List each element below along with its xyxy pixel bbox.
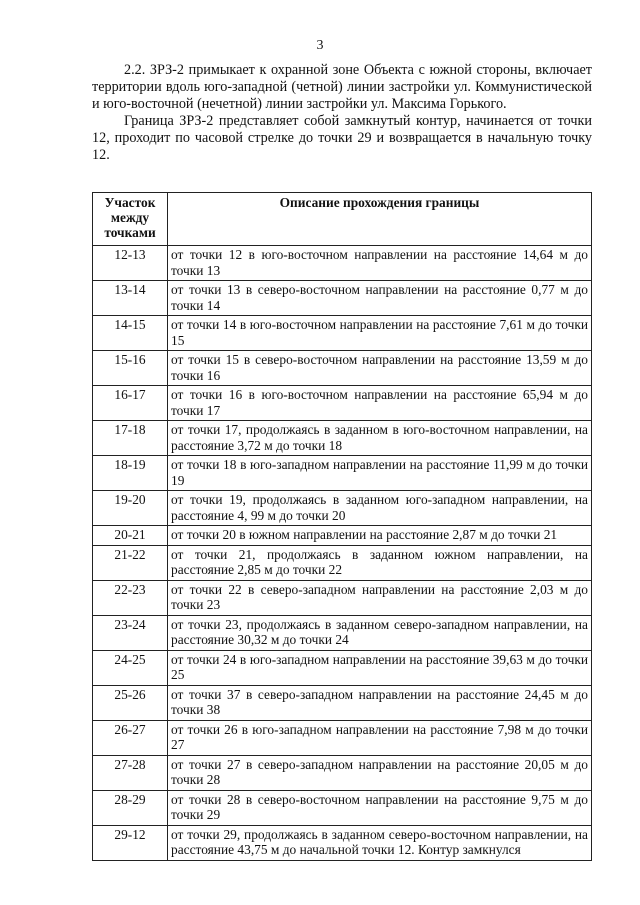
table-row	[93, 545, 592, 580]
description-cell: от точки 23, продолжаясь в заданном северо-западном направлении, на расстояние 30,32 м до точки 24	[168, 615, 592, 650]
segment-cell: 15-16	[93, 351, 168, 386]
description-cell: от точки 14 в юго-восточном направлении на расстояние 7,61 м до точки 15	[168, 316, 592, 351]
description-cell: от точки 16 в юго-восточном направлении на расстояние 65,94 м до точки 17	[168, 386, 592, 421]
boundary-table	[92, 192, 592, 861]
description-cell: от точки 28 в северо-восточном направлении на расстояние 9,75 м до точки 29	[168, 790, 592, 825]
description-cell: от точки 20 в южном направлении на расстояние 2,87 м до точки 21	[168, 526, 592, 546]
segment-cell: 22-23	[93, 580, 168, 615]
description-cell: от точки 26 в юго-западном направлении на расстояние 7,98 м до точки 27	[168, 720, 592, 755]
description-cell: от точки 18 в юго-западном направлении на расстояние 11,99 м до точки 19	[168, 456, 592, 491]
segment-cell: 13-14	[93, 281, 168, 316]
table-row	[93, 526, 592, 546]
segment-cell: 12-13	[93, 246, 168, 281]
description-cell: от точки 24 в юго-западном направлении на расстояние 39,63 м до точки 25	[168, 650, 592, 685]
description-cell: от точки 27 в северо-западном направлении на расстояние 20,05 м до точки 28	[168, 755, 592, 790]
header-description: Описание прохождения границы	[168, 193, 592, 246]
intro-paragraph: 2.2. ЗРЗ-2 примыкает к охранной зоне Объекта с южной стороны, включает территории вдоль юго-западной (четной) линии застройки ул. Коммунистической и юго-восточной (нечетной) линии застройки ул. Максима Горького.	[92, 62, 592, 112]
segment-cell: 20-21	[93, 526, 168, 546]
table-row	[93, 685, 592, 720]
description-cell: от точки 21, продолжаясь в заданном южном направлении, на расстояние 2,85 м до точки 22	[168, 545, 592, 580]
table-row	[93, 615, 592, 650]
description-cell: от точки 19, продолжаясь в заданном юго-западном направлении, на расстояние 4, 99 м до точки 20	[168, 491, 592, 526]
segment-cell: 18-19	[93, 456, 168, 491]
segment-cell: 17-18	[93, 421, 168, 456]
segment-cell: 14-15	[93, 316, 168, 351]
segment-cell: 24-25	[93, 650, 168, 685]
table-row	[93, 491, 592, 526]
table-row	[93, 386, 592, 421]
table-row	[93, 790, 592, 825]
segment-cell: 16-17	[93, 386, 168, 421]
table-row	[93, 281, 592, 316]
segment-cell: 23-24	[93, 615, 168, 650]
table-row	[93, 720, 592, 755]
table-row	[93, 580, 592, 615]
page-number: 3	[316, 38, 324, 53]
segment-cell: 27-28	[93, 755, 168, 790]
header-segment: Участок между точками	[93, 193, 168, 246]
table-header-row	[93, 193, 592, 246]
intro-text	[92, 62, 592, 164]
table-row	[93, 456, 592, 491]
table-row	[93, 246, 592, 281]
segment-cell: 19-20	[93, 491, 168, 526]
description-cell: от точки 12 в юго-восточном направлении на расстояние 14,64 м до точки 13	[168, 246, 592, 281]
description-cell: от точки 15 в северо-восточном направлении на расстояние 13,59 м до точки 16	[168, 351, 592, 386]
description-cell: от точки 37 в северо-западном направлении на расстояние 24,45 м до точки 38	[168, 685, 592, 720]
segment-cell: 26-27	[93, 720, 168, 755]
description-cell: от точки 13 в северо-восточном направлении на расстояние 0,77 м до точки 14	[168, 281, 592, 316]
intro-paragraph: Граница ЗРЗ-2 представляет собой замкнутый контур, начинается от точки 12, проходит по часовой стрелке до точки 29 и возвращается в начальную точку 12.	[92, 113, 592, 163]
table-row	[93, 825, 592, 860]
description-cell: от точки 22 в северо-западном направлении на расстояние 2,03 м до точки 23	[168, 580, 592, 615]
description-cell: от точки 29, продолжаясь в заданном северо-восточном направлении, на расстояние 43,75 м до начальной точки 12. Контур замкнулся	[168, 825, 592, 860]
segment-cell: 28-29	[93, 790, 168, 825]
description-cell: от точки 17, продолжаясь в заданном в юго-восточном направлении, на расстояние 3,72 м до точки 18	[168, 421, 592, 456]
segment-cell: 21-22	[93, 545, 168, 580]
table-row	[93, 755, 592, 790]
segment-cell: 25-26	[93, 685, 168, 720]
table-row	[93, 351, 592, 386]
segment-cell: 29-12	[93, 825, 168, 860]
table-row	[93, 421, 592, 456]
table-row	[93, 316, 592, 351]
table-row	[93, 650, 592, 685]
